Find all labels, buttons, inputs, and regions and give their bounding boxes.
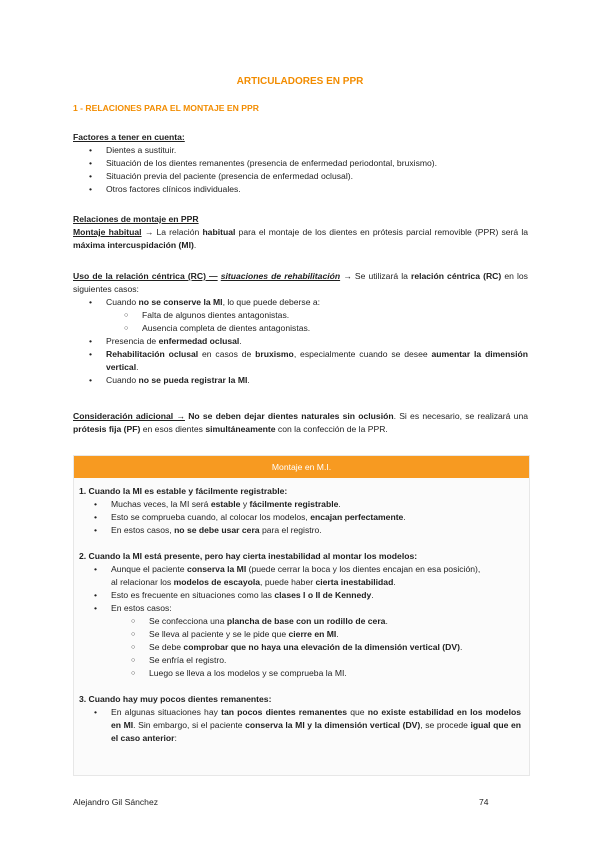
text-bold: relación céntrica (RC) <box>410 271 502 281</box>
text-bold: plancha de base con un rodillo de cera <box>226 616 386 626</box>
text-bold: encajan perfectamente <box>310 512 404 522</box>
text: , lo que puede deberse a: <box>222 297 321 307</box>
text: para el registro. <box>261 525 322 535</box>
case-3-list <box>93 706 521 745</box>
text: Se confecciona una <box>149 616 225 626</box>
footer-author: Alejandro Gil Sánchez <box>73 797 159 807</box>
text: . <box>393 577 396 587</box>
text: Esto es frecuente en situaciones como las <box>111 590 272 600</box>
list-item <box>93 706 521 745</box>
list-item <box>88 348 528 374</box>
case-2-title: 2. Cuando la MI está presente, pero hay cierta inestabilidad al montar los modelos: <box>79 551 418 561</box>
text: y <box>242 499 248 509</box>
list-item <box>93 563 521 589</box>
text: Se debe <box>149 642 182 652</box>
box-content <box>79 485 521 745</box>
sub-list-item: ○ Luego se lleva a los modelos y se comprueba la MI. <box>131 667 521 680</box>
text-bold: No se deben dejar dientes naturales sin oclusión <box>188 411 394 421</box>
relaciones-heading: Relaciones de montaje en PPR <box>73 214 199 224</box>
text-bold: Rehabilitación oclusal <box>106 349 199 359</box>
text: . <box>371 590 374 600</box>
text: , puede haber <box>260 577 314 587</box>
list-item <box>93 498 521 511</box>
arrow-icon: → <box>343 271 352 281</box>
text: : <box>174 733 177 743</box>
text-bold: clases I o II de Kennedy <box>274 590 372 600</box>
list-item: • Situación de los dientes remanentes (presencia de enfermedad periodontal, bruxismo). <box>88 157 437 170</box>
text: . Si es necesario, se realizará una <box>393 411 529 421</box>
text: . <box>247 375 250 385</box>
list-item <box>93 524 521 537</box>
montaje-label: Montaje habitual <box>73 227 142 237</box>
text: Cuando <box>106 297 137 307</box>
text: Se utilizará la <box>354 271 408 281</box>
box-header: Montaje en M.I. <box>74 456 529 478</box>
montaje-habitual-paragraph <box>73 226 528 252</box>
page-title: ARTICULADORES EN PPR <box>236 76 364 87</box>
page-number: 74 <box>479 797 489 807</box>
text: Cuando <box>106 375 137 385</box>
text-bold: tan pocos dientes remanentes <box>221 707 348 717</box>
uso-rc-label: Uso de la relación céntrica (RC) — <box>73 271 218 281</box>
text-bold: modelos de escayola <box>173 577 261 587</box>
text-bold: comprobar que no haya una elevación de la dimensión vertical (DV) <box>183 642 460 652</box>
text: Aunque el paciente <box>111 564 185 574</box>
uso-rc-paragraph <box>73 270 528 296</box>
sub-list-item: ○ Ausencia completa de dientes antagonistas. <box>124 322 528 335</box>
text: . <box>385 616 388 626</box>
list-item <box>88 296 528 335</box>
text: En estos casos, <box>111 525 172 535</box>
list-item <box>93 511 521 524</box>
text: (puede cerrar la boca y los dientes encajan en esa posición), <box>248 564 481 574</box>
text: con la confección de la PPR. <box>277 424 388 434</box>
text: Muchas veces, la MI será <box>111 499 209 509</box>
case-1-list <box>93 498 521 537</box>
text-bold: fácilmente registrable <box>249 499 339 509</box>
uso-rc-label-italic: situaciones de rehabilitación <box>220 271 341 281</box>
text-bold: cierta inestabilidad <box>315 577 394 587</box>
text: al relacionar los <box>111 577 172 587</box>
text: que <box>350 707 365 717</box>
text-bold: no se conserve la MI <box>138 297 223 307</box>
text: . <box>136 362 139 372</box>
text-bold: estable <box>210 499 241 509</box>
case-3-title: 3. Cuando hay muy pocos dientes remanentes: <box>79 694 272 704</box>
text: . <box>239 336 242 346</box>
sub-list-item <box>131 628 521 641</box>
relaciones-block <box>73 213 528 252</box>
consideracion-label: Consideración adicional → <box>73 411 185 421</box>
sub-list-item <box>131 641 521 654</box>
montaje-mi-box <box>73 455 530 776</box>
text: . <box>403 512 406 522</box>
consideracion-paragraph <box>73 410 528 436</box>
text-bold: simultáneamente <box>205 424 276 434</box>
text: . <box>459 642 463 652</box>
text-bold: conserva la MI y la dimensión vertical (DV) <box>245 720 421 730</box>
text: . <box>336 629 339 639</box>
text: para el montaje de los dientes en prótesis parcial removible (PPR) será la <box>238 227 529 237</box>
sub-list <box>124 309 528 335</box>
sub-list-item <box>131 615 521 628</box>
text: . Sin embargo, si el paciente <box>133 720 243 730</box>
factores-block <box>73 131 437 196</box>
text: . <box>193 240 197 250</box>
text: . <box>338 499 341 509</box>
list-item <box>88 335 528 348</box>
text: Se lleva al paciente y se le pide que <box>149 629 287 639</box>
text-bold: no se debe usar cera <box>174 525 260 535</box>
factores-list <box>88 144 437 196</box>
text-bold: cierre en MI <box>288 629 337 639</box>
text-bold: no se pueda registrar la MI <box>138 375 248 385</box>
text: , se procede <box>420 720 468 730</box>
list-item <box>93 602 521 680</box>
text: En estos casos: <box>111 603 172 613</box>
arrow-icon: → <box>144 227 154 237</box>
text: La relación <box>156 227 200 237</box>
text-bold: enfermedad oclusal <box>158 336 240 346</box>
uso-rc-list <box>88 296 528 387</box>
text-bold: bruxismo <box>255 349 294 359</box>
factores-heading: Factores a tener en cuenta: <box>73 132 185 142</box>
text-bold: no existe estabilidad en los modelos en MI <box>111 707 522 730</box>
text: , especialmente cuando se desee <box>293 349 428 359</box>
sub-list-item: ○ Se enfría el registro. <box>131 654 521 667</box>
text: en los siguientes casos: <box>73 271 528 294</box>
text: Presencia de <box>106 336 157 346</box>
text-bold: habitual <box>202 227 236 237</box>
list-item: • Situación previa del paciente (presencia de enfermedad oclusal). <box>88 170 437 183</box>
list-item <box>93 589 521 602</box>
section-heading: 1 - RELACIONES PARA EL MONTAJE EN PPR <box>73 103 259 113</box>
list-item: • Dientes a sustituir. <box>88 144 437 157</box>
text-bold: máxima intercuspidación (MI) <box>73 240 194 250</box>
sub-list-item: ○ Falta de algunos dientes antagonistas. <box>124 309 528 322</box>
text-bold: conserva la MI <box>186 564 247 574</box>
case-2-list <box>93 563 521 680</box>
text: Esto se comprueba cuando, al colocar los modelos, <box>111 512 308 522</box>
text-bold: prótesis fija (PF) <box>73 424 141 434</box>
text-bold: igual que en el caso anterior <box>111 720 522 743</box>
text: en casos de <box>202 349 252 359</box>
text: En algunas situaciones hay <box>111 707 218 717</box>
case-1-title: 1. Cuando la MI es estable y fácilmente registrable: <box>79 486 288 496</box>
sub-list <box>131 615 521 680</box>
text: en esos dientes <box>142 424 203 434</box>
list-item: • Otros factores clínicos individuales. <box>88 183 437 196</box>
list-item <box>88 374 528 387</box>
text-bold: aumentar la dimensión vertical <box>106 349 529 372</box>
uso-rc-block <box>73 270 528 387</box>
